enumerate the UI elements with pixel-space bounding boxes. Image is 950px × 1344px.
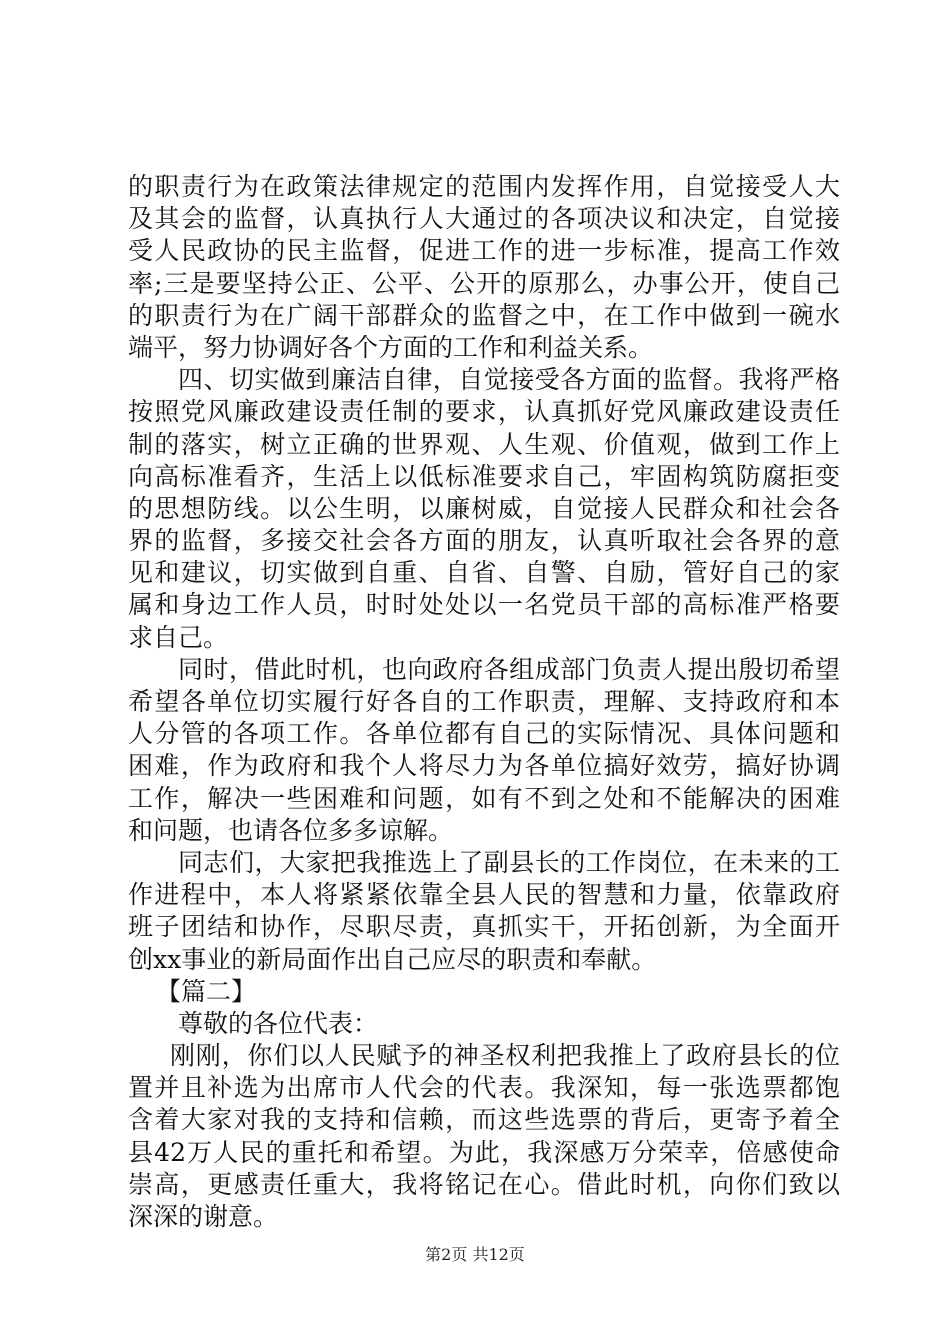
text-line: 置并且补选为出席市人代会的代表。我深知，每一张选票都饱	[128, 1073, 840, 1103]
paragraph-start-line: 同志们，大家把我推选上了副县长的工作岗位，在未来的工	[178, 847, 840, 877]
section-heading: 【篇二】	[156, 976, 257, 1006]
paragraph-start-line: 刚刚，你们以人民赋予的神圣权利把我推上了政府县长的位	[170, 1041, 840, 1071]
text-line: 按照党风廉政建设责任制的要求，认真抓好党风廉政建设责任	[128, 397, 840, 427]
text-line: 及其会的监督，认真执行人大通过的各项决议和决定，自觉接	[128, 204, 840, 234]
text-line: 人分管的各项工作。各单位都有自己的实际情况、具体问题和	[128, 719, 840, 749]
text-line: 向高标准看齐，生活上以低标准要求自己，牢固构筑防腐拒变	[128, 461, 840, 491]
document-body	[128, 171, 840, 1233]
text-line: 的思想防线。以公生明，以廉树威，自觉接人民群众和社会各	[128, 493, 840, 523]
text-line: 见和建议，切实做到自重、自省、自警、自励，管好自己的家	[128, 558, 840, 588]
text-line: 受人民政协的民主监督，促进工作的进一步标准，提高工作效	[128, 236, 840, 266]
paragraph-start-line: 四、切实做到廉洁自律，自觉接受各方面的监督。我将严格	[178, 365, 840, 395]
text-line: 含着大家对我的支持和信赖，而这些选票的背后，更寄予着全	[128, 1105, 840, 1135]
text-line: 属和身边工作人员，时时处处以一名党员干部的高标准严格要	[128, 590, 840, 620]
text-line: 作进程中，本人将紧紧依靠全县人民的智慧和力量，依靠政府	[128, 880, 840, 910]
text-line: 求自己。	[128, 622, 229, 652]
text-line: 困难，作为政府和我个人将尽力为各单位搞好效劳，搞好协调	[128, 751, 840, 781]
text-line: 的职责行为在政策法律规定的范围内发挥作用，自觉接受人大	[128, 172, 840, 201]
text-line: 创xx事业的新局面作出自己应尽的职责和奉献。	[128, 944, 657, 974]
text-line: 县42万人民的重托和希望。为此，我深感万分荣幸，倍感使命	[128, 1137, 840, 1167]
text-line: 工作，解决一些困难和问题，如有不到之处和不能解决的困难	[128, 783, 840, 813]
text-line: 希望各单位切实履行好各自的工作职责，理解、支持政府和本	[128, 687, 840, 716]
text-line: 制的落实，树立正确的世界观、人生观、价值观，做到工作上	[128, 429, 840, 459]
text-line: 端平，努力协调好各个方面的工作和利益关系。	[128, 332, 654, 362]
text-line: 崇高，更感责任重大，我将铭记在心。借此时机，向你们致以	[128, 1169, 840, 1199]
paragraph-start-line: 同时，借此时机，也向政府各组成部门负责人提出殷切希望	[178, 654, 840, 684]
text-line: 的职责行为在广阔干部群众的监督之中，在工作中做到一碗水	[128, 300, 840, 330]
text-line: 界的监督，多接交社会各方面的朋友，认真听取社会各界的意	[128, 526, 840, 556]
salutation: 尊敬的各位代表：	[178, 1008, 379, 1038]
text-line: 班子团结和协作，尽职尽责，真抓实干，开拓创新，为全面开	[128, 912, 840, 942]
text-line: 深深的谢意。	[128, 1202, 279, 1231]
page-footer: 第2页 共12页	[425, 1245, 525, 1264]
text-line: 和问题，也请各位多多谅解。	[128, 815, 454, 845]
text-line: 率;三是要坚持公正、公平、公开的原那么，办事公开，使自己	[128, 268, 840, 298]
